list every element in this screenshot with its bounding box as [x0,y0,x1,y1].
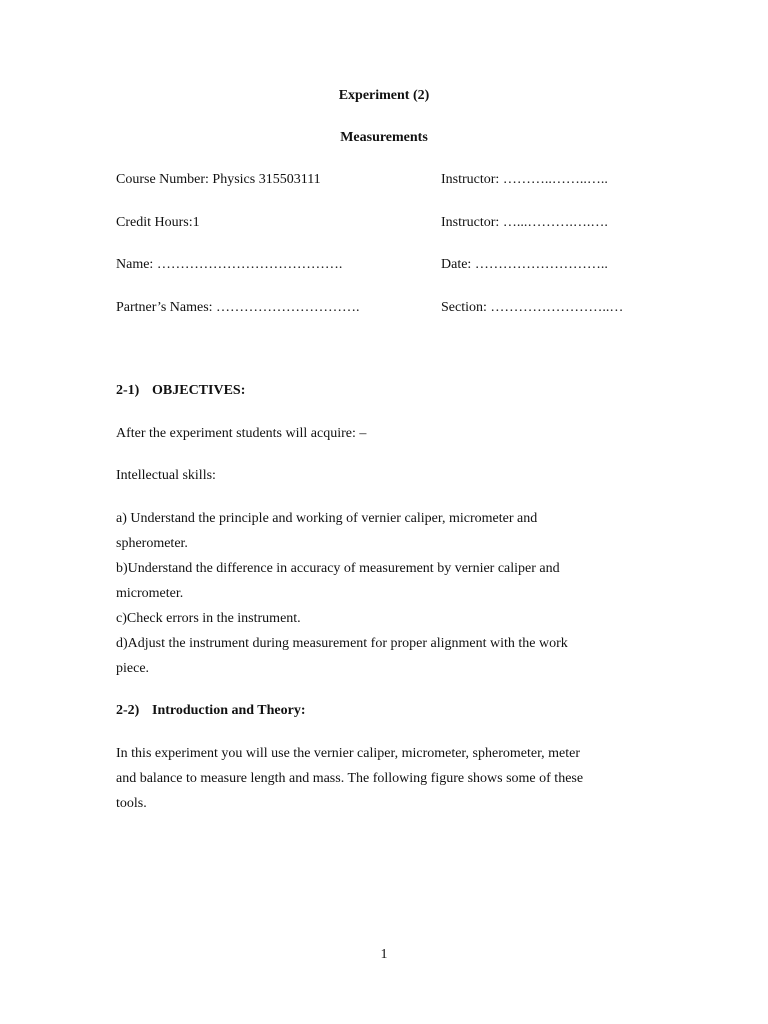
experiment-title: Experiment (2) [338,88,430,103]
experiment-subtitle: Measurements [340,130,428,145]
name-field: Name: …………………………………. [116,257,343,272]
introduction-paragraph [116,741,646,816]
objectives-list [116,506,646,681]
page-number: 1 [380,947,388,962]
introduction-line: tools. [116,796,147,811]
objective-line: piece. [116,661,150,676]
objective-line: b)Understand the difference in accuracy of measurement by vernier caliper and [116,561,560,576]
date-field: Date: ……………………….. [441,257,608,272]
objectives-heading [116,383,245,399]
objectives-intro: After the experiment students will acquire: – [116,426,367,441]
introduction-heading-title: Introduction and Theory: [152,703,306,718]
introduction-heading-number: 2-2) [116,703,140,718]
objective-line: c)Check errors in the instrument. [116,611,301,626]
objective-line: a) Understand the principle and working of vernier caliper, micrometer and [116,511,538,526]
intellectual-skills-label: Intellectual skills: [116,468,216,483]
objective-line: d)Adjust the instrument during measurement for proper alignment with the work [116,636,568,651]
course-number-field: Course Number: Physics 315503111 [116,172,321,187]
objectives-heading-number: 2-1) [116,383,140,398]
instructor-field-1: Instructor: ………..……..….. [441,172,608,187]
introduction-line: and balance to measure length and mass. The following figure shows some of these [116,771,584,786]
introduction-heading [116,703,306,719]
section-field: Section: ……………………..… [441,300,624,315]
objectives-heading-title: OBJECTIVES: [152,383,246,398]
objective-line: spherometer. [116,536,188,551]
credit-hours-field: Credit Hours:1 [116,215,200,230]
introduction-line: In this experiment you will use the vernier caliper, micrometer, spherometer, meter [116,746,581,761]
instructor-field-2: Instructor: …...……….….…. [441,215,608,230]
partners-field: Partner’s Names: …………………………. [116,300,360,315]
objective-line: micrometer. [116,586,184,601]
